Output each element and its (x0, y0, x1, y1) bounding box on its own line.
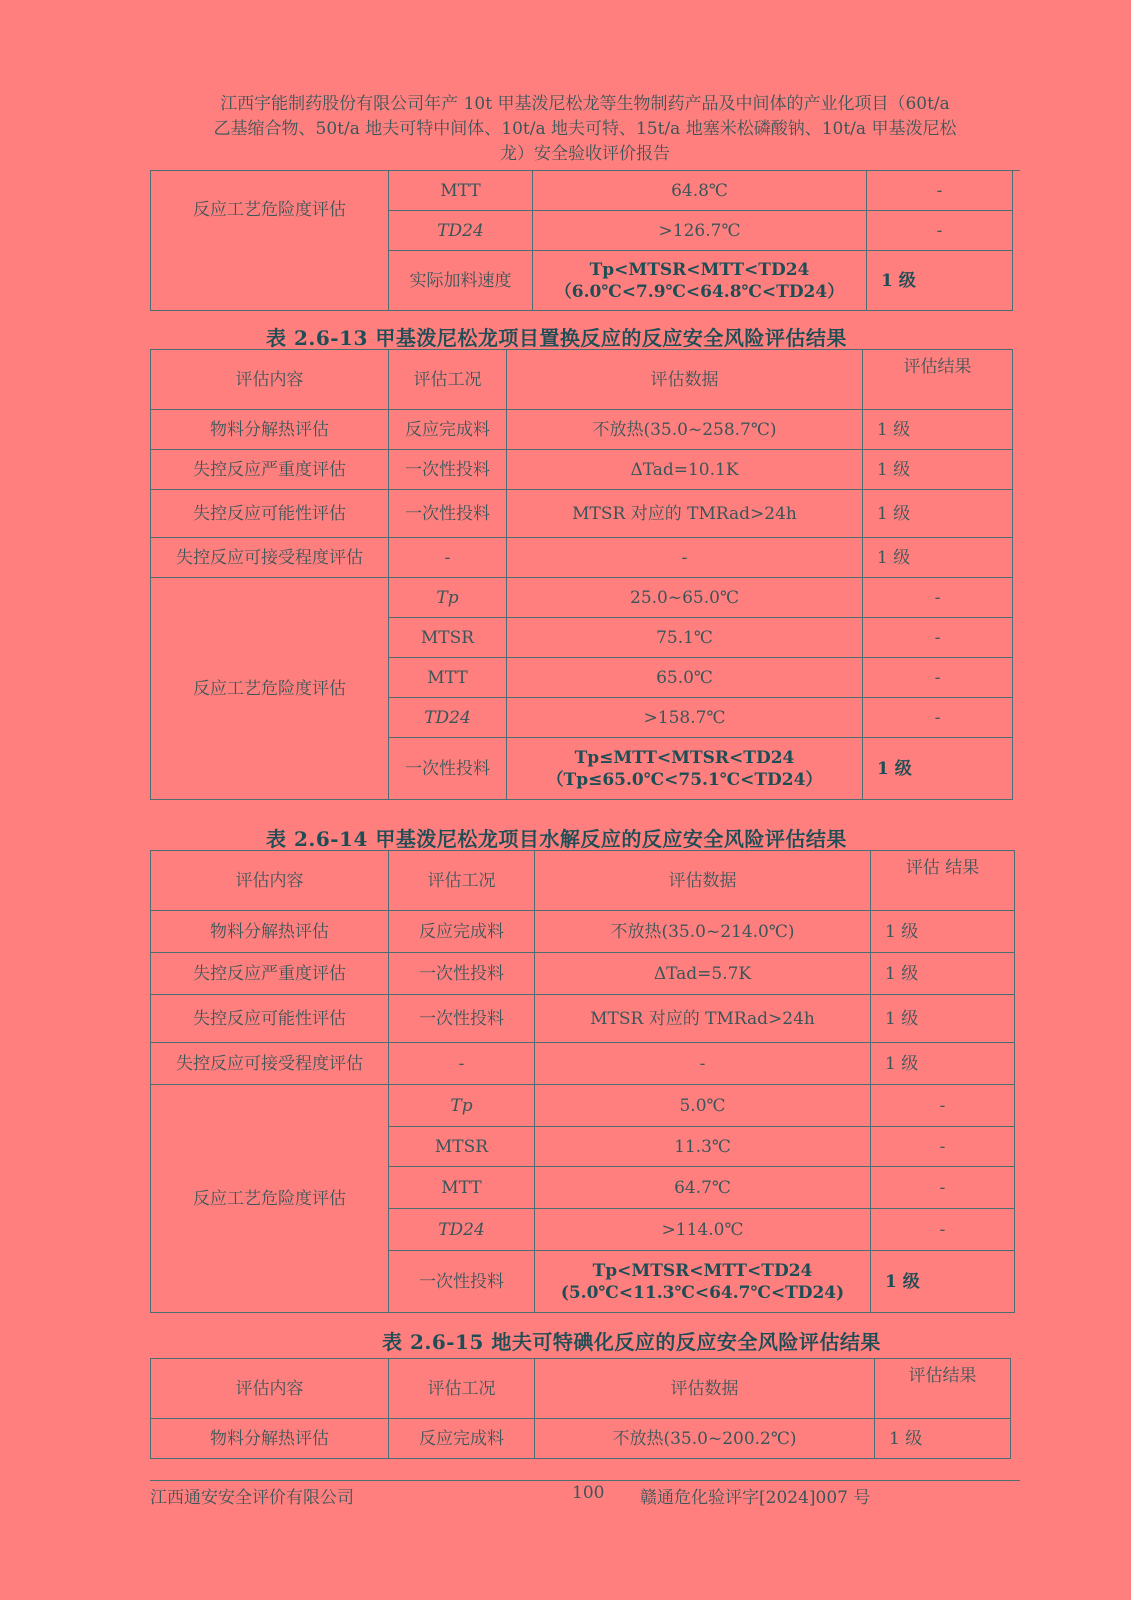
data-cell (507, 738, 863, 800)
data-line: Tp<MTSR<MTT<TD24 (592, 1260, 813, 1281)
data-line: （Tp≤65.0℃<75.1℃<TD24） (546, 769, 823, 790)
page-number: 100 (572, 1483, 605, 1503)
param-cell: Tp (389, 1085, 535, 1127)
param-cell: MTT (389, 658, 507, 698)
param-cell: 实际加料速度 (389, 251, 533, 311)
table-caption: 表 2.6-14 甲基泼尼松龙项目水解反应的反应安全风险评估结果 (266, 827, 847, 851)
previous-table-continuation (150, 170, 1013, 311)
item-cell: 物料分解热评估 (151, 911, 389, 953)
result-cell: 1 级 (863, 738, 1013, 800)
item-cell: 物料分解热评估 (151, 410, 389, 450)
data-cell: 75.1℃ (507, 618, 863, 658)
item-cell: 失控反应严重度评估 (151, 450, 389, 490)
data-line: （6.0℃<7.9℃<64.8℃<TD24） (554, 281, 845, 302)
cond-cell: 反应完成料 (389, 911, 535, 953)
cond-cell: - (389, 538, 507, 578)
result-cell: 1 级 (863, 538, 1013, 578)
item-cell: 失控反应可接受程度评估 (151, 1043, 389, 1085)
result-cell: - (867, 211, 1013, 251)
data-cell: ΔTad=10.1K (507, 450, 863, 490)
result-cell: - (871, 1167, 1015, 1209)
column-header: 评估工况 (389, 1359, 535, 1419)
risk-table-14 (150, 850, 1015, 1313)
result-cell: 1 级 (863, 490, 1013, 538)
risk-table-15 (150, 1358, 1011, 1459)
data-cell: >158.7℃ (507, 698, 863, 738)
result-cell: - (863, 698, 1013, 738)
column-header: 评估内容 (151, 851, 389, 911)
data-cell: ΔTad=5.7K (535, 953, 871, 995)
column-header: 评估数据 (535, 1359, 875, 1419)
column-header: 评估工况 (389, 851, 535, 911)
section-cell: 反应工艺危险度评估 (151, 1085, 389, 1313)
result-cell: 1 级 (867, 251, 1013, 311)
result-cell: 1 级 (863, 450, 1013, 490)
section-cell: 反应工艺危险度评估 (151, 578, 389, 800)
column-header: 评估数据 (535, 851, 871, 911)
result-cell: - (863, 618, 1013, 658)
param-cell: MTSR (389, 618, 507, 658)
cond-cell: 一次性投料 (389, 953, 535, 995)
data-line: Tp<MTSR<MTT<TD24 (589, 259, 810, 280)
table-caption: 表 2.6-13 甲基泼尼松龙项目置换反应的反应安全风险评估结果 (266, 326, 847, 350)
data-cell: 11.3℃ (535, 1127, 871, 1167)
section-cell: 反应工艺危险度评估 (151, 171, 389, 311)
param-cell: MTT (389, 1167, 535, 1209)
item-cell: 失控反应可接受程度评估 (151, 538, 389, 578)
data-cell: 不放热(35.0~214.0℃) (535, 911, 871, 953)
result-cell: 1 级 (871, 953, 1015, 995)
column-header: 评估工况 (389, 350, 507, 410)
page-header (150, 92, 1020, 167)
data-cell: 不放热(35.0~258.7℃) (507, 410, 863, 450)
document-number: 赣通危化验评字[2024]007 号 (640, 1488, 871, 1508)
cond-cell: 反应完成料 (389, 1419, 535, 1459)
param-cell: TD24 (389, 211, 533, 251)
footer-divider (150, 1480, 1020, 1481)
param-cell: TD24 (389, 1209, 535, 1251)
data-cell: 64.8℃ (533, 171, 867, 211)
risk-table-13 (150, 349, 1013, 800)
cond-cell: 一次性投料 (389, 995, 535, 1043)
data-cell: 25.0~65.0℃ (507, 578, 863, 618)
result-cell: 1 级 (875, 1419, 1011, 1459)
column-header: 评估 结果 (871, 851, 1015, 911)
column-header: 评估内容 (151, 1359, 389, 1419)
result-cell: - (863, 658, 1013, 698)
result-cell: - (871, 1085, 1015, 1127)
param-cell: Tp (389, 578, 507, 618)
column-header: 评估结果 (875, 1359, 1011, 1419)
data-cell: MTSR 对应的 TMRad>24h (507, 490, 863, 538)
result-cell: 1 级 (871, 911, 1015, 953)
result-cell: - (863, 578, 1013, 618)
table-caption: 表 2.6-15 地夫可特碘化反应的反应安全风险评估结果 (382, 1330, 881, 1354)
param-cell: 一次性投料 (389, 738, 507, 800)
data-cell: >114.0℃ (535, 1209, 871, 1251)
data-cell: 65.0℃ (507, 658, 863, 698)
param-cell: 一次性投料 (389, 1251, 535, 1313)
data-cell: 不放热(35.0~200.2℃) (535, 1419, 875, 1459)
data-line: (5.0℃<11.3℃<64.7℃<TD24) (560, 1282, 845, 1303)
data-cell: 5.0℃ (535, 1085, 871, 1127)
data-line: Tp≤MTT<MTSR<TD24 (574, 747, 795, 768)
item-cell: 失控反应可能性评估 (151, 995, 389, 1043)
column-header: 评估内容 (151, 350, 389, 410)
header-line-2: 乙基缩合物、50t/a 地夫可特中间体、10t/a 地夫可特、15t/a 地塞米松磷酸钠、10t/a 甲基泼尼松 (213, 119, 957, 139)
result-cell: 1 级 (871, 995, 1015, 1043)
cond-cell: - (389, 1043, 535, 1085)
column-header: 评估结果 (863, 350, 1013, 410)
data-cell (535, 1251, 871, 1313)
param-cell: TD24 (389, 698, 507, 738)
header-line-3: 龙）安全验收评价报告 (500, 144, 670, 164)
result-cell: - (871, 1127, 1015, 1167)
data-cell (533, 251, 867, 311)
footer-company: 江西通安安全评价有限公司 (150, 1488, 354, 1508)
cond-cell: 一次性投料 (389, 490, 507, 538)
result-cell: - (871, 1209, 1015, 1251)
item-cell: 物料分解热评估 (151, 1419, 389, 1459)
data-cell: >126.7℃ (533, 211, 867, 251)
data-cell: - (507, 538, 863, 578)
result-cell: 1 级 (863, 410, 1013, 450)
param-cell: MTSR (389, 1127, 535, 1167)
item-cell: 失控反应可能性评估 (151, 490, 389, 538)
result-cell: 1 级 (871, 1043, 1015, 1085)
param-cell: MTT (389, 171, 533, 211)
data-cell: 64.7℃ (535, 1167, 871, 1209)
data-cell: - (535, 1043, 871, 1085)
cond-cell: 一次性投料 (389, 450, 507, 490)
data-cell: MTSR 对应的 TMRad>24h (535, 995, 871, 1043)
result-cell: 1 级 (871, 1251, 1015, 1313)
header-line-1: 江西宇能制药股份有限公司年产 10t 甲基泼尼松龙等生物制药产品及中间体的产业化项目（60t/a (220, 94, 950, 114)
cond-cell: 反应完成料 (389, 410, 507, 450)
result-cell: - (867, 171, 1013, 211)
column-header: 评估数据 (507, 350, 863, 410)
item-cell: 失控反应严重度评估 (151, 953, 389, 995)
